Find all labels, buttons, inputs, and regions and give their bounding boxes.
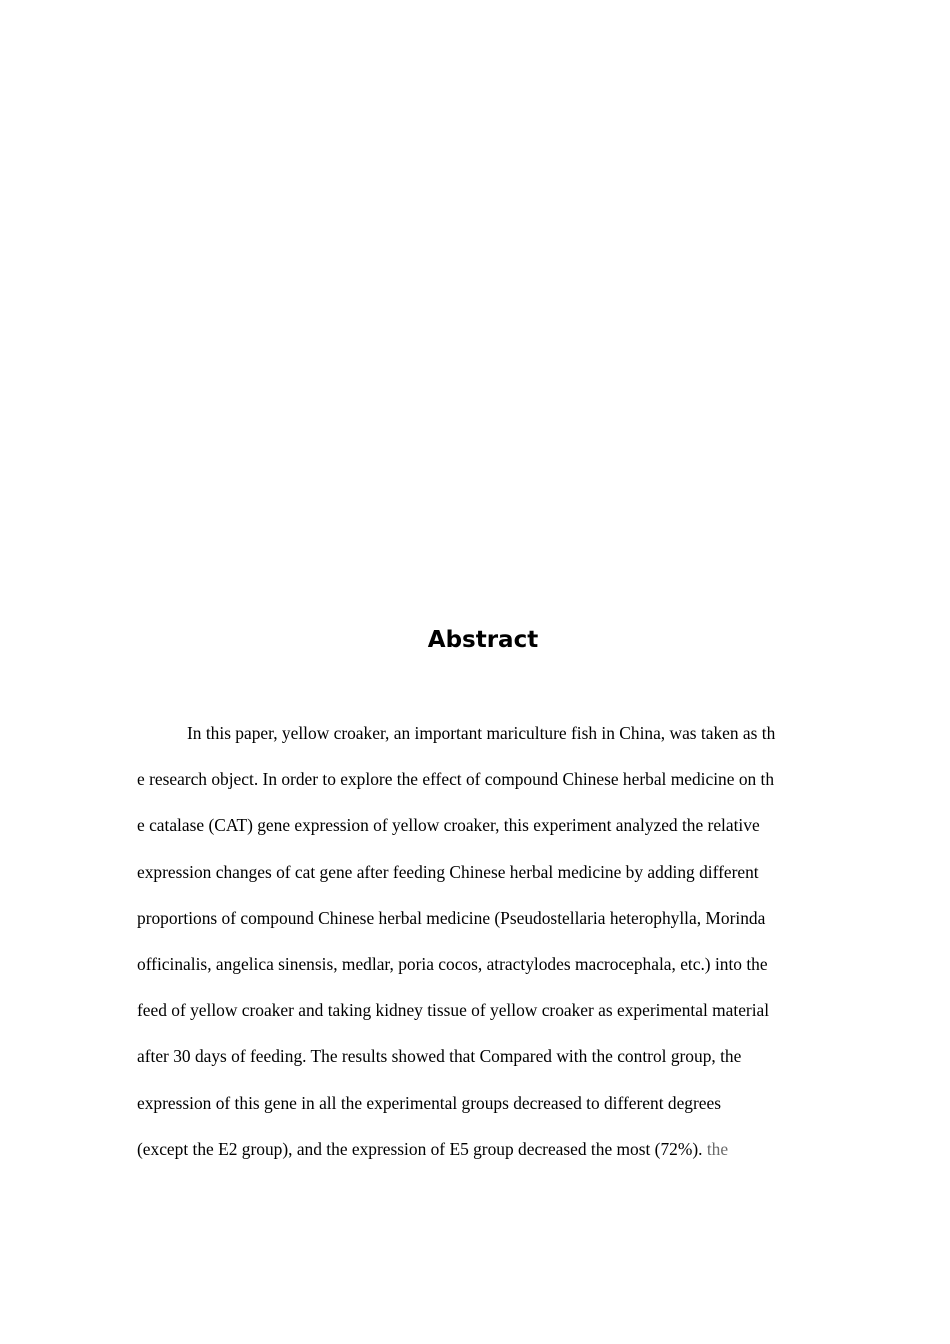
- abstract-line: e research object. In order to explore the effect of compound Chinese herbal medicine on th: [137, 769, 775, 790]
- abstract-line: proportions of compound Chinese herbal medicine (Pseudostellaria heterophylla, Morinda: [137, 907, 766, 928]
- abstract-continuation-fragment: the: [702, 1138, 729, 1159]
- abstract-paragraph: [137, 717, 842, 1179]
- abstract-line: officinalis, angelica sinensis, medlar, poria cocos, atractylodes macrocephala, etc.) into the: [137, 953, 768, 974]
- abstract-last-line: [137, 1133, 842, 1179]
- abstract-line: after 30 days of feeding. The results showed that Compared with the control group, the: [137, 1046, 742, 1067]
- abstract-heading: Abstract: [427, 627, 539, 653]
- abstract-line: In this paper, yellow croaker, an important mariculture fish in China, was taken as th: [187, 723, 776, 743]
- abstract-line: expression changes of cat gene after feeding Chinese herbal medicine by adding different: [137, 861, 759, 882]
- abstract-line: feed of yellow croaker and taking kidney tissue of yellow croaker as experimental material: [137, 1000, 770, 1021]
- abstract-line-text: (except the E2 group), and the expression of E5 group decreased the most (72%).: [137, 1138, 703, 1159]
- abstract-line: e catalase (CAT) gene expression of yellow croaker, this experiment analyzed the relative: [137, 815, 760, 836]
- abstract-line: expression of this gene in all the experimental groups decreased to different degrees: [137, 1092, 721, 1113]
